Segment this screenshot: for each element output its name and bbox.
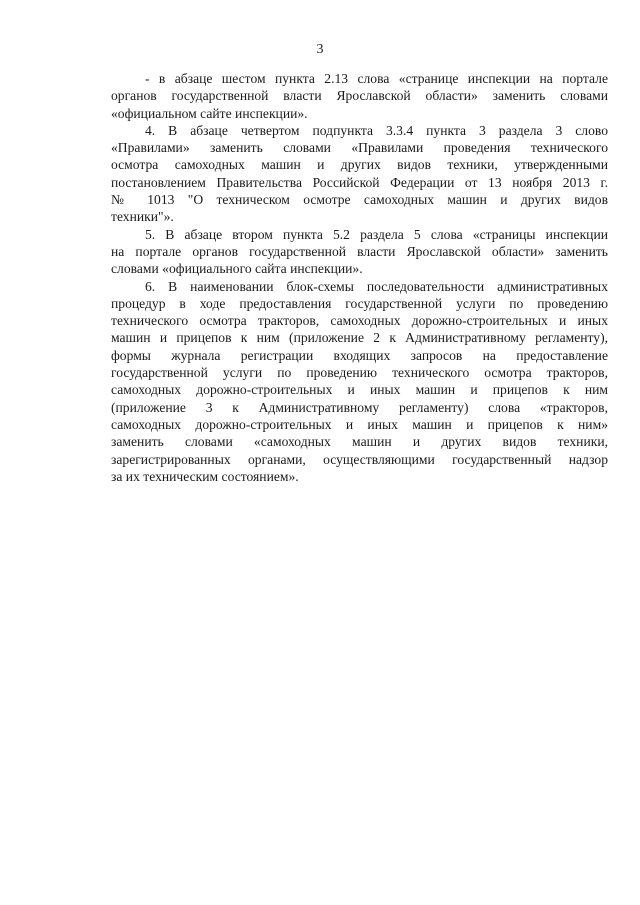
paragraph-line: органов государственной власти Ярославской области» заменить словами bbox=[111, 88, 608, 104]
paragraph-line: зарегистрированных органами, осуществляющими государственный надзор bbox=[111, 451, 608, 467]
paragraph-line: самоходных дорожно-строительных и иных машин и прицепов к ним» bbox=[111, 416, 608, 432]
paragraph-line: на портале органов государственной власти Ярославской области» заменить bbox=[111, 243, 608, 259]
paragraph-line: самоходных дорожно-строительных и иных машин и прицепов к ним bbox=[111, 382, 608, 398]
document-body bbox=[111, 70, 608, 485]
paragraph-line: машин и прицепов к ним (приложение 2 к Административному регламенту), bbox=[111, 330, 608, 346]
paragraph-line: государственной услуги по проведению технического осмотра тракторов, bbox=[111, 365, 608, 381]
paragraph-line: «официальном сайте инспекции». bbox=[111, 105, 308, 121]
paragraph-1 bbox=[111, 70, 608, 122]
paragraph-line: словами «официального сайта инспекции». bbox=[111, 261, 363, 277]
paragraph-line: постановлением Правительства Российской Федерации от 13 ноября 2013 г. bbox=[111, 174, 608, 190]
paragraph-line: 4. В абзаце четвертом подпункта 3.3.4 пункта 3 раздела 3 слово bbox=[145, 122, 608, 138]
paragraph-line: «Правилами» заменить словами «Правилами проведения технического bbox=[111, 140, 608, 156]
paragraph-4 bbox=[111, 278, 608, 486]
page-number: 3 bbox=[316, 42, 324, 57]
paragraph-line: 5. В абзаце втором пункта 5.2 раздела 5 слова «страницы инспекции bbox=[145, 226, 608, 242]
paragraph-line: технического осмотра тракторов, самоходных дорожно-строительных и иных bbox=[111, 313, 608, 329]
paragraph-line: № 1013 "О техническом осмотре самоходных машин и других видов bbox=[111, 192, 608, 208]
paragraph-line: (приложение 3 к Административному регламенту) слова «тракторов, bbox=[111, 399, 608, 415]
paragraph-line: процедур в ходе предоставления государственной услуги по проведению bbox=[111, 295, 608, 311]
paragraph-line: 6. В наименовании блок-схемы последовательности административных bbox=[145, 278, 608, 294]
paragraph-line: за их техническим состоянием». bbox=[111, 468, 299, 484]
paragraph-line: формы журнала регистрации входящих запросов на предоставление bbox=[111, 347, 608, 363]
paragraph-line: - в абзаце шестом пункта 2.13 слова «странице инспекции на портале bbox=[145, 71, 608, 86]
paragraph-line: осмотра самоходных машин и других видов техники, утвержденными bbox=[111, 157, 608, 173]
paragraph-2 bbox=[111, 122, 608, 226]
paragraph-line: техники"». bbox=[111, 209, 174, 225]
paragraph-line: заменить словами «самоходных машин и других видов техники, bbox=[111, 434, 608, 450]
paragraph-3 bbox=[111, 226, 608, 278]
